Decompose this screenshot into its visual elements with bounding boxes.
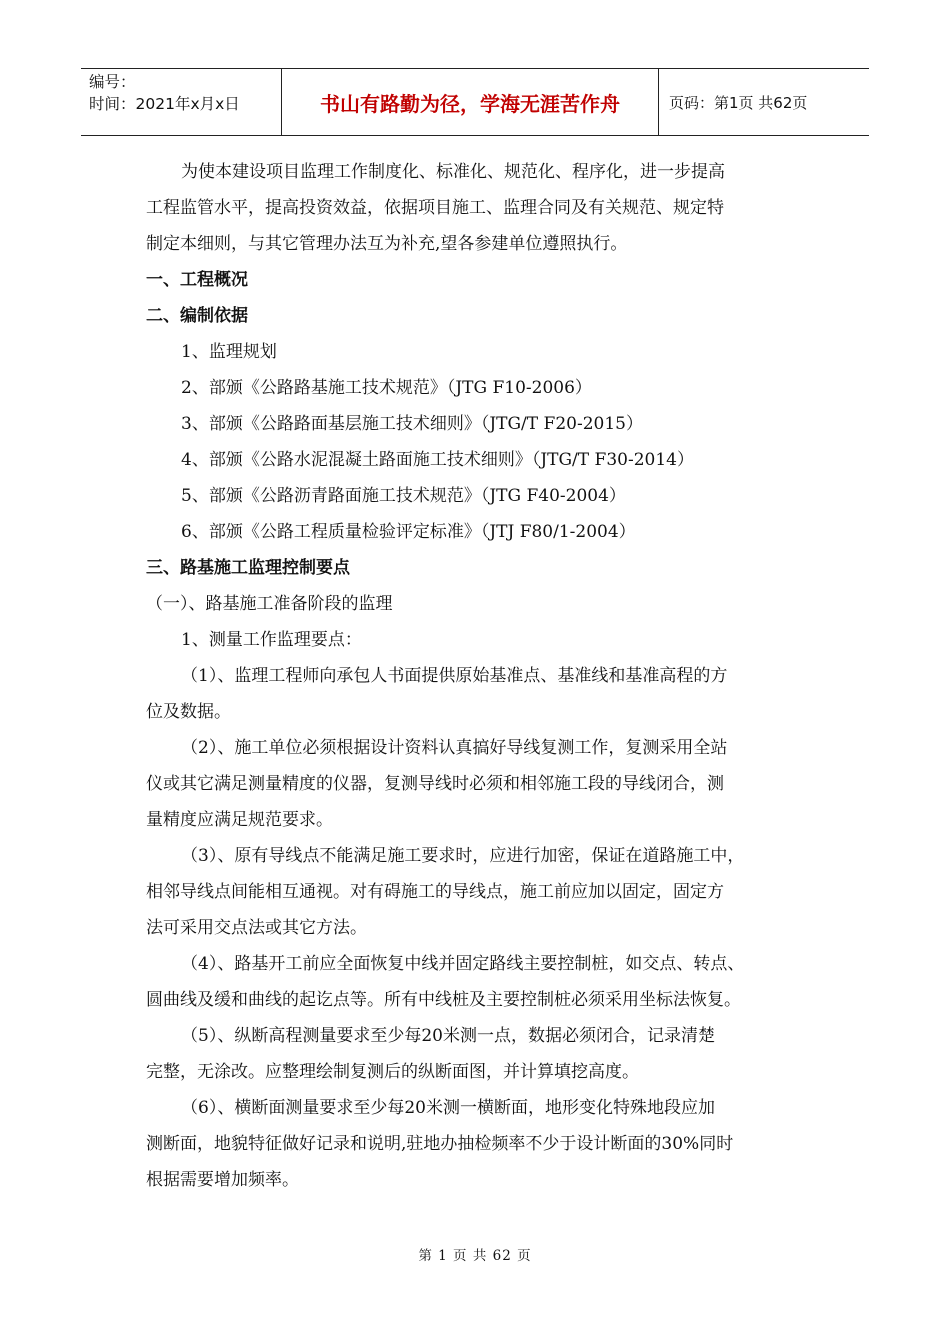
basis-item: 1、监理规划 (181, 342, 277, 362)
time-label: 时间：2021年x月x日 (89, 95, 240, 113)
point-line: 仪或其它满足测量精度的仪器，复测导线时必须和相邻施工段的导线闭合，测 (146, 774, 724, 794)
basis-item: 2、部颁《公路路基施工技术规范》（JTG F10-2006） (181, 378, 592, 398)
header-motto: 书山有路勤为径，学海无涯苦作舟 (282, 69, 659, 135)
number-label: 编号： (89, 73, 136, 91)
item-heading: 1、测量工作监理要点： (181, 630, 362, 650)
point-line: （4）、路基开工前应全面恢复中线并固定路线主要控制桩，如交点、转点、 (181, 954, 745, 974)
point-line: 量精度应满足规范要求。 (146, 810, 333, 830)
intro-line: 工程监管水平，提高投资效益，依据项目施工、监理合同及有关规范、规定特 (146, 198, 724, 218)
section-heading-basis: 二、编制依据 (146, 306, 248, 326)
basis-item: 5、部颁《公路沥青路面施工技术规范》（JTG F40-2004） (181, 486, 626, 506)
section-heading-subgrade: 三、路基施工监理控制要点 (146, 558, 350, 578)
subsection-heading: （一）、路基施工准备阶段的监理 (146, 594, 393, 614)
basis-item: 4、部颁《公路水泥混凝土路面施工技术细则》（JTG/T F30-2014） (181, 450, 694, 470)
point-line: 圆曲线及缓和曲线的起讫点等。所有中线桩及主要控制桩必须采用坐标法恢复。 (146, 990, 741, 1010)
header-page-info: 页码：第1页 共62页 (669, 93, 808, 112)
point-line: （3）、原有导线点不能满足施工要求时，应进行加密，保证在道路施工中， (181, 846, 745, 866)
point-line: 位及数据。 (146, 702, 231, 722)
point-line: 测断面，地貌特征做好记录和说明,驻地办抽检频率不少于设计断面的30%同时 (146, 1134, 734, 1154)
point-line: 相邻导线点间能相互通视。对有碍施工的导线点，施工前应加以固定，固定方 (146, 882, 724, 902)
point-line: （2）、施工单位必须根据设计资料认真搞好导线复测工作，复测采用全站 (181, 738, 728, 758)
point-line: 完整，无涂改。应整理绘制复测后的纵断面图，并计算填挖高度。 (146, 1062, 639, 1082)
point-line: （5）、纵断高程测量要求至少每20米测一点，数据必须闭合，记录清楚 (181, 1026, 715, 1046)
header-meta (81, 69, 282, 135)
point-line: （6）、横断面测量要求至少每20米测一横断面，地形变化特殊地段应加 (181, 1098, 715, 1118)
point-line: （1）、监理工程师向承包人书面提供原始基准点、基准线和基准高程的方 (181, 666, 728, 686)
basis-item: 3、部颁《公路路面基层施工技术细则》（JTG/T F20-2015） (181, 414, 643, 434)
page-footer: 第 1 页 共 62 页 (418, 1248, 532, 1264)
document-body (146, 154, 836, 1198)
intro-line: 为使本建设项目监理工作制度化、标准化、规范化、程序化，进一步提高 (181, 162, 725, 182)
point-line: 根据需要增加频率。 (146, 1170, 299, 1190)
intro-line: 制定本细则，与其它管理办法互为补充,望各参建单位遵照执行。 (146, 234, 628, 254)
page-header (81, 68, 869, 136)
basis-item: 6、部颁《公路工程质量检验评定标准》（JTJ F80/1-2004） (181, 522, 636, 542)
point-line: 法可采用交点法或其它方法。 (146, 918, 367, 938)
section-heading-overview: 一、工程概况 (146, 270, 248, 290)
